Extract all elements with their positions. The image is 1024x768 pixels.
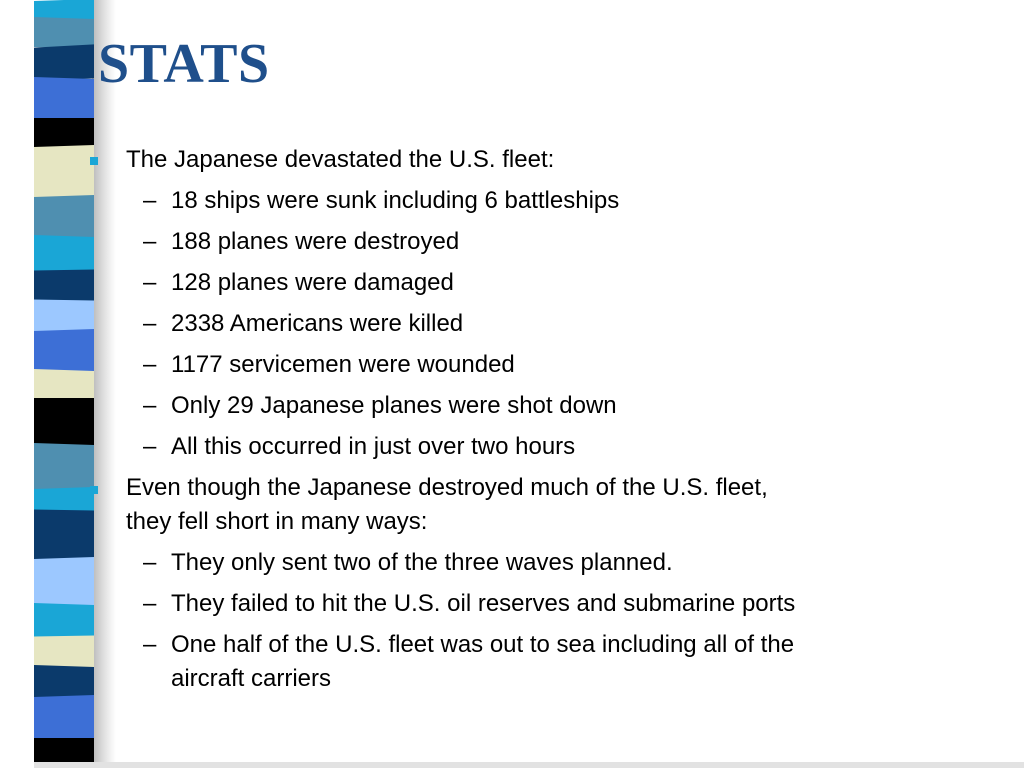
bullet-1-subitem: Only 29 Japanese planes were shot down	[171, 392, 617, 419]
bullet-1-subitem: 18 ships were sunk including 6 battleships	[171, 187, 620, 214]
dash-icon: –	[143, 187, 157, 214]
dash-icon: –	[143, 269, 157, 296]
dash-icon: –	[143, 631, 157, 658]
bullet-1-subitem: 128 planes were damaged	[171, 269, 454, 296]
bullet-marker-icon	[90, 157, 98, 165]
bullet-1-subitem: 1177 servicemen were wounded	[171, 351, 515, 378]
dash-icon: –	[143, 310, 157, 337]
bullet-1-text: The Japanese devastated the U.S. fleet:	[126, 146, 555, 173]
bullet-2-text-line-1: Even though the Japanese destroyed much of the U.S. fleet,	[126, 474, 768, 501]
bullet-2-text-line-2: they fell short in many ways:	[126, 508, 428, 535]
bullet-2-subitem: They failed to hit the U.S. oil reserves and submarine ports	[171, 590, 796, 617]
dash-icon: –	[143, 392, 157, 419]
dash-icon: –	[143, 351, 157, 378]
bullet-1-subitem: 188 planes were destroyed	[171, 228, 460, 255]
bullet-1-subitem: 2338 Americans were killed	[171, 310, 464, 337]
dash-icon: –	[143, 549, 157, 576]
bullet-marker-icon	[90, 486, 98, 494]
slide-title: STATS	[98, 33, 270, 95]
bullet-2-subitem: They only sent two of the three waves planned.	[171, 549, 673, 576]
bullet-1-subitem: All this occurred in just over two hours	[171, 433, 576, 460]
bullet-2-subitem-line-2: aircraft carriers	[171, 665, 332, 692]
dash-icon: –	[143, 590, 157, 617]
dash-icon: –	[143, 228, 157, 255]
bullet-2-subitem-line-1: One half of the U.S. fleet was out to sea including all of the	[171, 631, 795, 658]
dash-icon: –	[143, 433, 157, 460]
